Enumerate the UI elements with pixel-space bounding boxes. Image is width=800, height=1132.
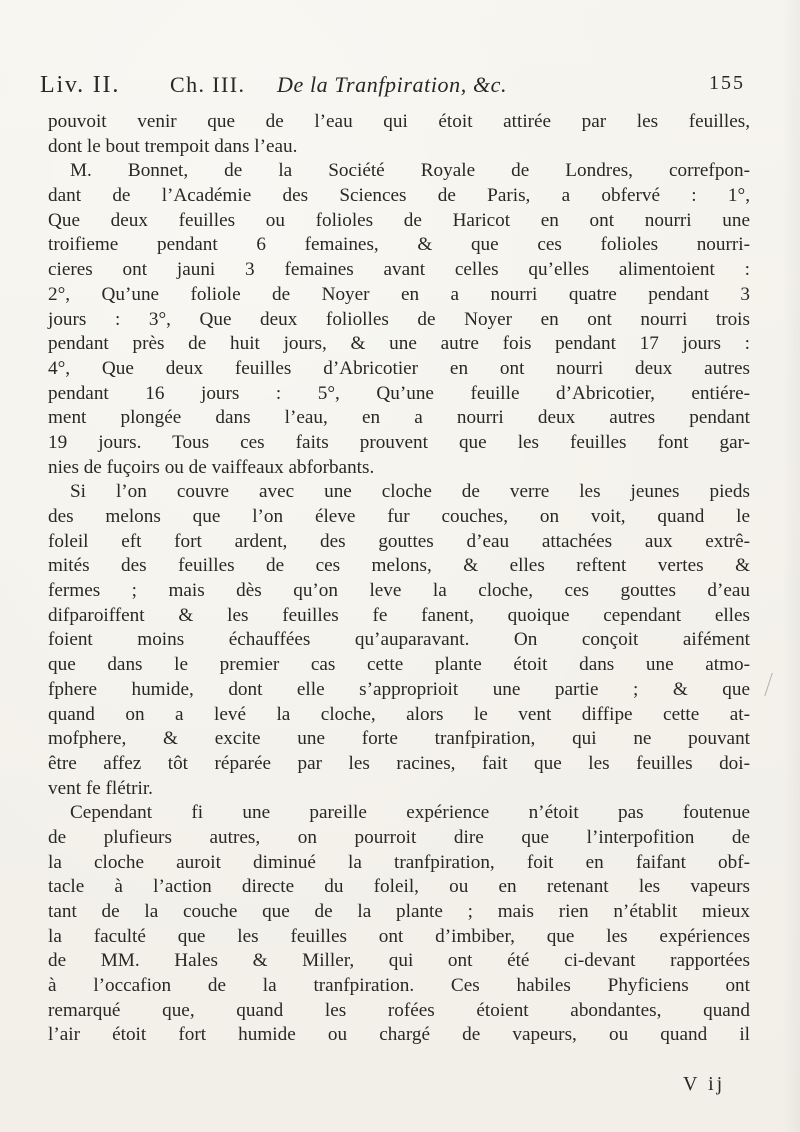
text-line: pouvoit venir que de l’eau qui étoit attirée par les feuilles, xyxy=(48,111,750,132)
text-line: remarqué que, quand les rofées étoient abondantes, quand xyxy=(48,999,750,1021)
text-line: 4°, Que deux feuilles d’Abricotier en ont nourri deux autres xyxy=(48,357,750,379)
text-line: des melons que l’on éleve fur couches, on voit, quand le xyxy=(48,506,750,527)
text-line: l’air étoit fort humide ou chargé de vapeurs, ou quand il xyxy=(48,1024,750,1046)
text-line: fermes ; mais dès qu’on leve la cloche, ces gouttes d’eau xyxy=(48,580,750,602)
text-line: 19 jours. Tous ces faits prouvent que les feuilles font gar- xyxy=(48,431,750,453)
running-head-title: De la Tranfpiration, &c. xyxy=(277,72,508,97)
text-line: que dans le premier cas cette plante étoit dans une atmo- xyxy=(48,654,750,676)
text-line: être affez tôt réparée par les racines, fait que les feuilles doi- xyxy=(48,752,750,774)
text-line: de plufieurs autres, on pourroit dire que l’interpofition de xyxy=(48,826,750,848)
text-line: pendant 16 jours : 5°, Qu’une feuille d’Abricotier, entiére- xyxy=(48,382,750,404)
text-line: mités des feuilles de ces melons, & elles reftent vertes & xyxy=(48,555,750,577)
text-line: pendant près de huit jours, & une autre fois pendant 17 jours : xyxy=(48,333,750,355)
text-line: la faculté que les feuilles ont d’imbiber, que les expériences xyxy=(48,925,750,947)
running-head-book: Liv. II. xyxy=(40,72,121,98)
text-line: dont le bout trempoit dans l’eau. xyxy=(48,135,298,157)
text-line: difparoiffent & les feuilles fe fanent, quoique cependant elles xyxy=(48,604,750,626)
text-line: foient moins échauffées qu’auparavant. On conçoit aifément xyxy=(48,629,750,651)
text-line: cieres ont jauni 3 femaines avant celles qu’elles alimentoient : xyxy=(48,259,750,281)
text-line: Si l’on couvre avec une cloche de verre les jeunes pieds xyxy=(70,481,750,503)
text-line: tacle à l’action directe du foleil, ou en retenant les vapeurs xyxy=(48,876,750,898)
text-line: jours : 3°, Que deux foliolles de Noyer en ont nourri trois xyxy=(48,308,750,330)
text-line: la cloche auroit diminué la tranfpiration, foit en faifant obf- xyxy=(48,851,750,873)
text-line: Que deux feuilles ou folioles de Haricot en ont nourri une xyxy=(48,209,750,231)
page-number: 155 xyxy=(709,72,745,94)
text-line: tant de la couche que de la plante ; mais rien n’établit mieux xyxy=(48,901,750,922)
text-line: Cependant fi une pareille expérience n’étoit pas foutenue xyxy=(70,802,750,824)
page-edge-shadow xyxy=(782,0,800,1132)
text-line: 2°, Qu’une foliole de Noyer en a nourri quatre pendant 3 xyxy=(48,283,750,305)
signature-mark: V ij xyxy=(683,1073,726,1095)
text-line: vent fe flétrir. xyxy=(48,777,153,799)
text-line: fphere humide, dont elle s’approprioit une partie ; & que xyxy=(48,678,750,700)
text-line: quand on a levé la cloche, alors le vent diffipe cette at- xyxy=(48,703,750,725)
body-text xyxy=(48,110,750,1048)
running-head xyxy=(40,72,745,106)
text-line: à l’occafion de la tranfpiration. Ces habiles Phyficiens ont xyxy=(48,975,750,997)
text-line: de MM. Hales & Miller, qui ont été ci-devant rapportées xyxy=(48,950,750,972)
text-line: nies de fuçoirs ou de vaiffeaux abforbants. xyxy=(48,456,375,478)
text-line: ment plongée dans l’eau, en a nourri deux autres pendant xyxy=(48,407,750,429)
text-line: troifieme pendant 6 femaines, & que ces folioles nourri- xyxy=(48,234,750,256)
running-head-chapter: Ch. III. xyxy=(170,72,246,97)
text-line: dant de l’Académie des Sciences de Paris, a obfervé : 1°, xyxy=(48,185,750,207)
margin-mark xyxy=(764,673,776,697)
text-line: mofphere, & excite une forte tranfpiration, qui ne pouvant xyxy=(48,728,750,750)
text-line: foleil eft fort ardent, des gouttes d’eau attachées aux extrê- xyxy=(48,530,750,552)
text-line: M. Bonnet, de la Société Royale de Londres, correfpon- xyxy=(70,160,750,182)
